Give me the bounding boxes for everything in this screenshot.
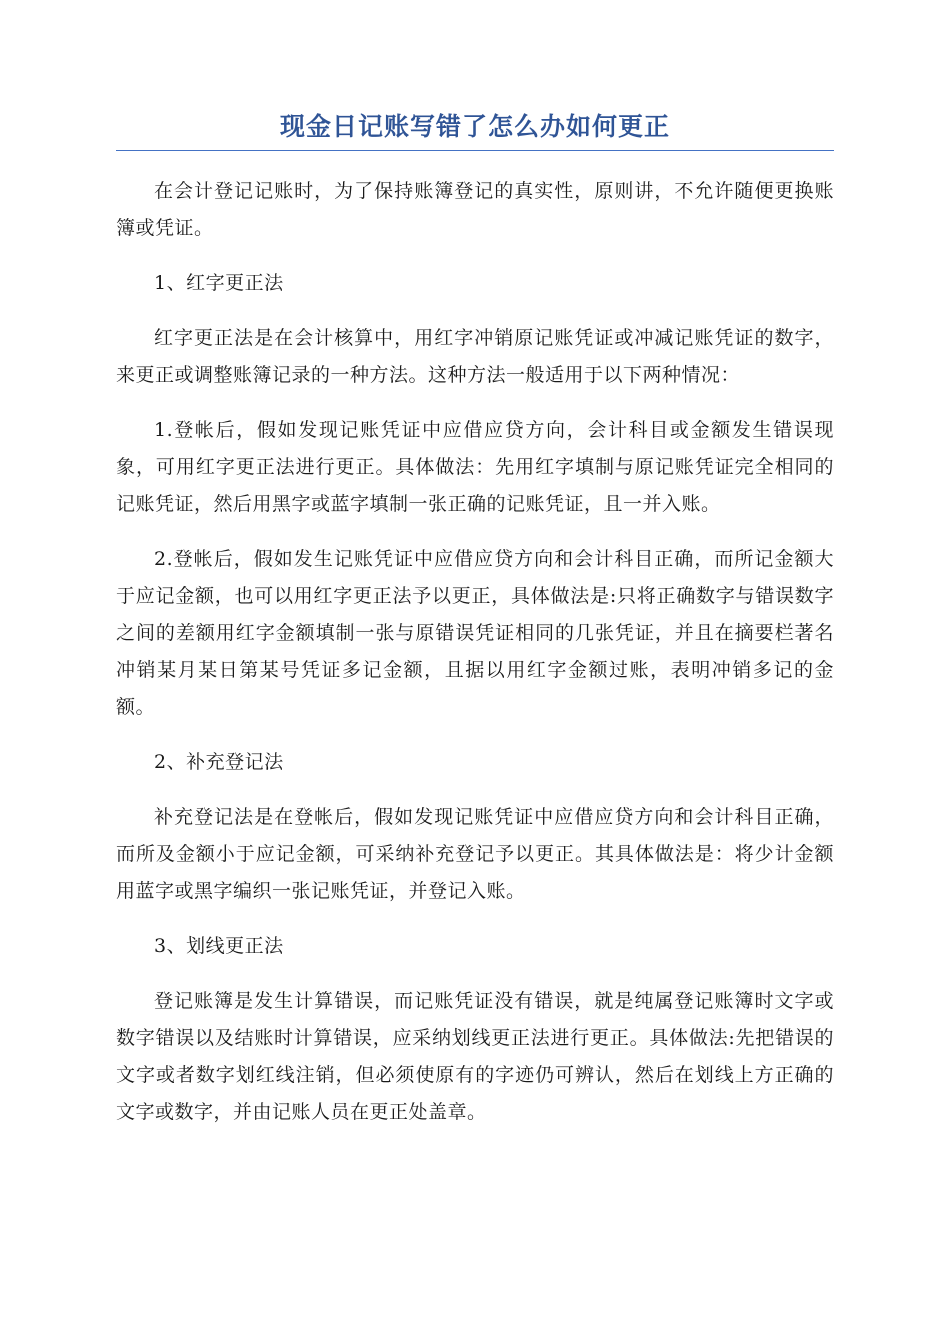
intro-paragraph: 在会计登记记账时，为了保持账簿登记的真实性，原则讲，不允许随便更换账簿或凭证。 [116,180,834,239]
document-title: 现金日记账写错了怎么办如何更正 [116,110,834,151]
document-page [116,110,834,1149]
case-2-paragraph: 2.登帐后，假如发生记账凭证中应借应贷方向和会计科目正确，而所记金额大于应记金额，也可以用红字更正法予以更正，具体做法是:只将正确数字与错误数字之间的差额用红字金额填制一张与原错误凭证相同的几张凭证，并且在摘要栏著名冲销某月某日第某号凭证多记金额，且据以用红字金额过账，表明冲销多记的金额。 [116,548,834,718]
document-body [116,173,834,1131]
case-1-paragraph: 1.登帐后，假如发现记账凭证中应借应贷方向，会计科目或金额发生错误现象，可用红字更正法进行更正。具体做法：先用红字填制与原记账凭证完全相同的记账凭证，然后用黑字或蓝字填制一张正确的记账凭证，且一并入账。 [116,419,834,515]
section-heading-supplementary: 2、补充登记法 [154,751,284,773]
section-heading-red-correction: 1、红字更正法 [154,272,284,294]
line-correction-paragraph: 登记账簿是发生计算错误，而记账凭证没有错误，就是纯属登记账簿时文字或数字错误以及结账时计算错误，应采纳划线更正法进行更正。具体做法:先把错误的文字或者数字划红线注销，但必须使原有的字迹仍可辨认，然后在划线上方正确的文字或数字，并由记账人员在更正处盖章。 [116,990,834,1123]
red-correction-paragraph: 红字更正法是在会计核算中，用红字冲销原记账凭证或冲减记账凭证的数字，来更正或调整账簿记录的一种方法。这种方法一般适用于以下两种情况： [116,327,834,386]
supplementary-paragraph: 补充登记法是在登帐后，假如发现记账凭证中应借应贷方向和会计科目正确，而所及金额小于应记金额，可采纳补充登记予以更正。其具体做法是：将少计金额用蓝字或黑字编织一张记账凭证，并登记入账。 [116,806,834,902]
section-heading-line-correction: 3、划线更正法 [154,935,284,957]
